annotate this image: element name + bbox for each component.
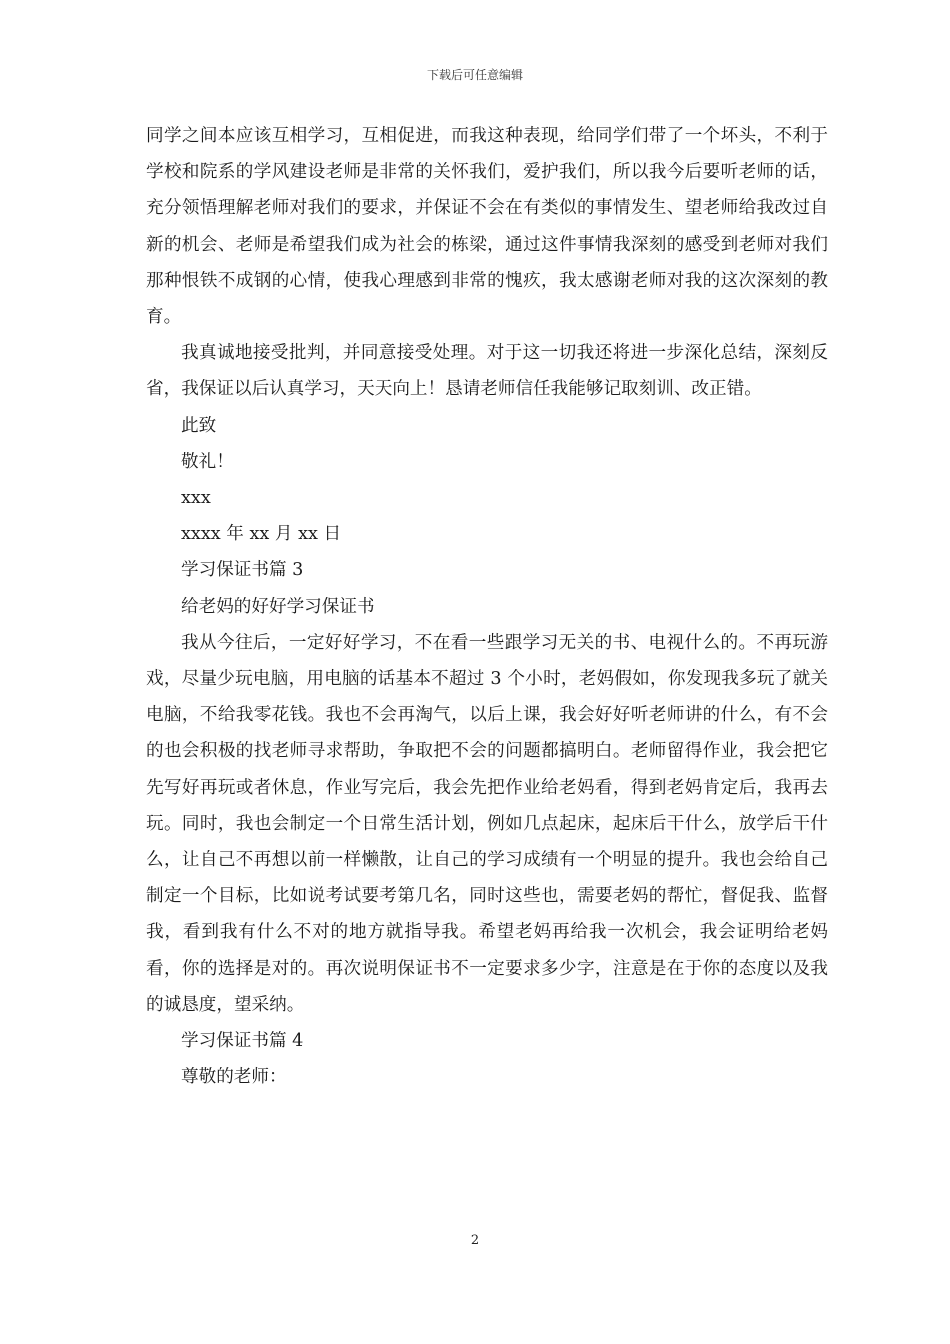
closing-regards: 敬礼！ bbox=[181, 451, 234, 472]
letter-greeting: 尊敬的老师： bbox=[181, 1067, 287, 1088]
paragraph: 我真诚地接受批判，并同意接受处理。对于这一切我还将进一步深化总结，深刻反省，我保证以后认真学习，天天向上！恳请老师信任我能够记取刻训、改正错。 bbox=[146, 343, 828, 400]
signature-name: xxx bbox=[181, 488, 211, 509]
closing-salutation: 此致 bbox=[181, 415, 217, 436]
page-header: 下载后可任意编辑 bbox=[426, 68, 523, 82]
paragraph: 同学之间本应该互相学习，互相促进，而我这种表现，给同学们带了一个坏头，不利于学校和院系的学风建设老师是非常的关怀我们，爱护我们，所以我今后要听老师的话，充分领悟理解老师对我们的要求，并保证不会在有类似的事情发生、望老师给我改过自新的机会、老师是希望我们成为社会的栋梁，通过这件事情我深刻的感受到老师对我们那种恨铁不成钢的心情，使我心理感到非常的愧疚，我太感谢老师对我的这次深刻的教育。 bbox=[146, 126, 828, 328]
signature-date: xxxx 年 xx 月 xx 日 bbox=[181, 524, 342, 545]
paragraph: 我从今往后，一定好好学习，不在看一些跟学习无关的书、电视什么的。不再玩游戏，尽量少玩电脑，用电脑的话基本不超过 3 个小时，老妈假如，你发现我多玩了就关电脑，不给我零花钱。我也不会再淘气，以后上课，我会好好听老师讲的什么，有不会的也会积极的找老师寻求帮助，争取把不会的问题都搞明白。老师留得作业，我会把它先写好再玩或者休息，作业写完后，我会先把作业给老妈看，得到老妈肯定后，我再去玩。同时，我也会制定一个日常生活计划，例如几点起床，起床后干什么，放学后干什么，让自己不再想以前一样懒散，让自己的学习成绩有一个明显的提升。我也会给自己制定一个目标，比如说考试要考第几名，同时这些也，需要老妈的帮忙，督促我、监督我，看到我有什么不对的地方就指导我。希望老妈再给我一次机会，我会证明给老妈看，你的选择是对的。再次说明保证书不一定要求多少字，注意是在于你的态度以及我的诚恳度，望采纳。 bbox=[146, 632, 828, 1015]
page-number: 2 bbox=[470, 1233, 480, 1248]
section-title: 学习保证书篇 3 bbox=[181, 560, 304, 581]
document-body bbox=[146, 118, 828, 1095]
section-title: 学习保证书篇 4 bbox=[181, 1031, 304, 1052]
letter-title: 给老妈的好好学习保证书 bbox=[181, 596, 375, 617]
